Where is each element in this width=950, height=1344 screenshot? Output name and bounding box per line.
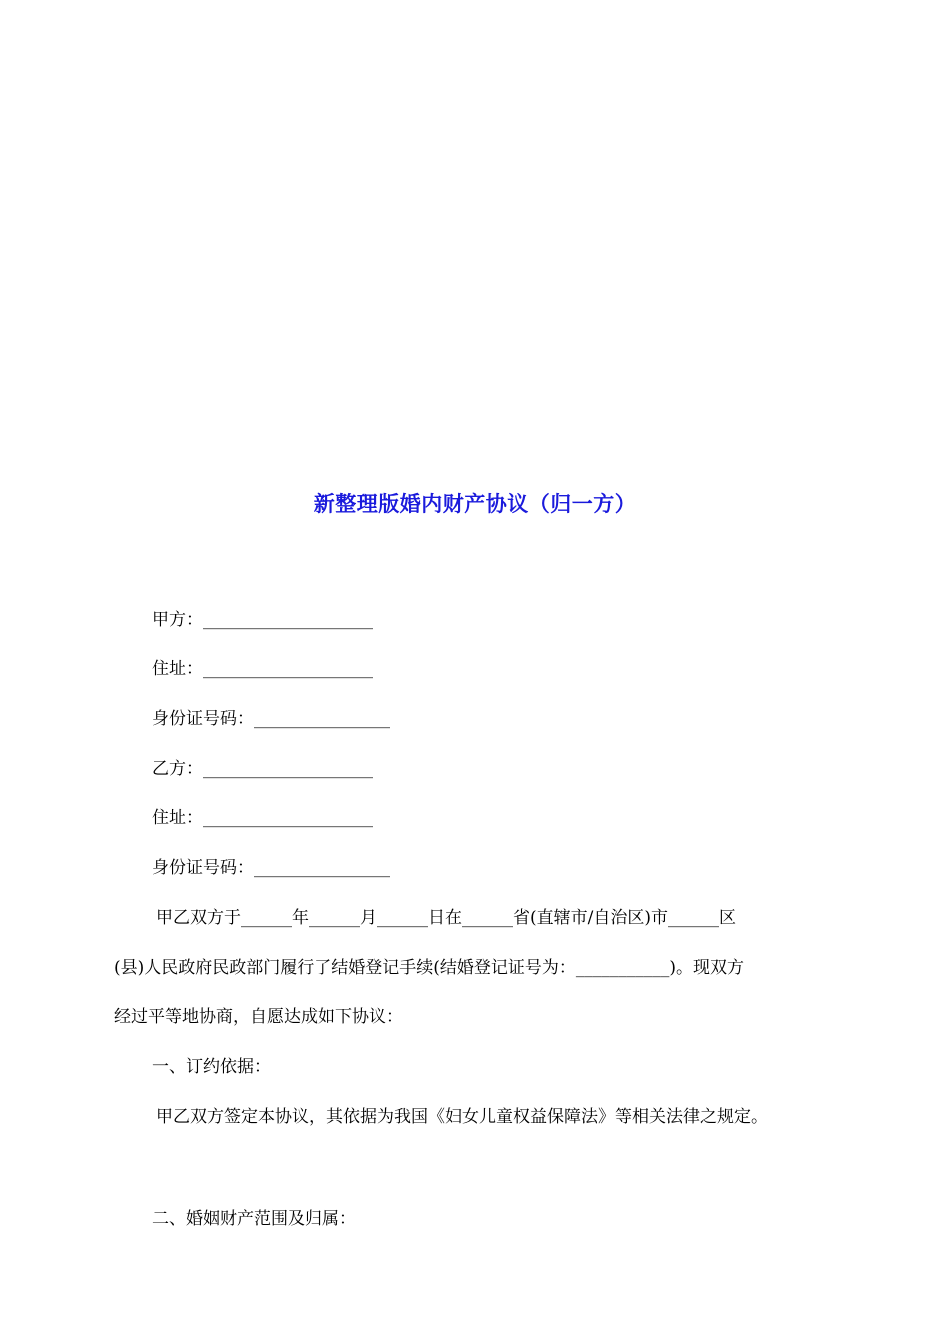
section-1-heading: 一、订约依据： [152, 1057, 271, 1077]
preamble-line-2: (县)人民政府民政部门履行了结婚登记手续(结婚登记证号为：___________)。现双方 [114, 958, 745, 978]
document-title: 新整理版婚内财产协议（归一方） [313, 491, 637, 516]
party-a-address-field: 住址：____________________ [152, 659, 373, 679]
party-b-id-field: 身份证号码：________________ [152, 858, 390, 878]
section-1-body: 甲乙双方签定本协议，其依据为我国《妇女儿童权益保障法》等相关法律之规定。 [156, 1107, 768, 1127]
party-b-address-field: 住址：____________________ [152, 808, 373, 828]
party-a-field: 甲方：____________________ [152, 610, 373, 630]
party-b-field: 乙方：____________________ [152, 759, 373, 779]
preamble-line-3: 经过平等地协商，自愿达成如下协议： [114, 1007, 403, 1027]
preamble-line-1: 甲乙双方于______年______月______日在______省(直辖市/自治区)市______区 [156, 908, 736, 928]
section-2-heading: 二、婚姻财产范围及归属： [152, 1209, 356, 1229]
party-a-id-field: 身份证号码：________________ [152, 709, 390, 729]
